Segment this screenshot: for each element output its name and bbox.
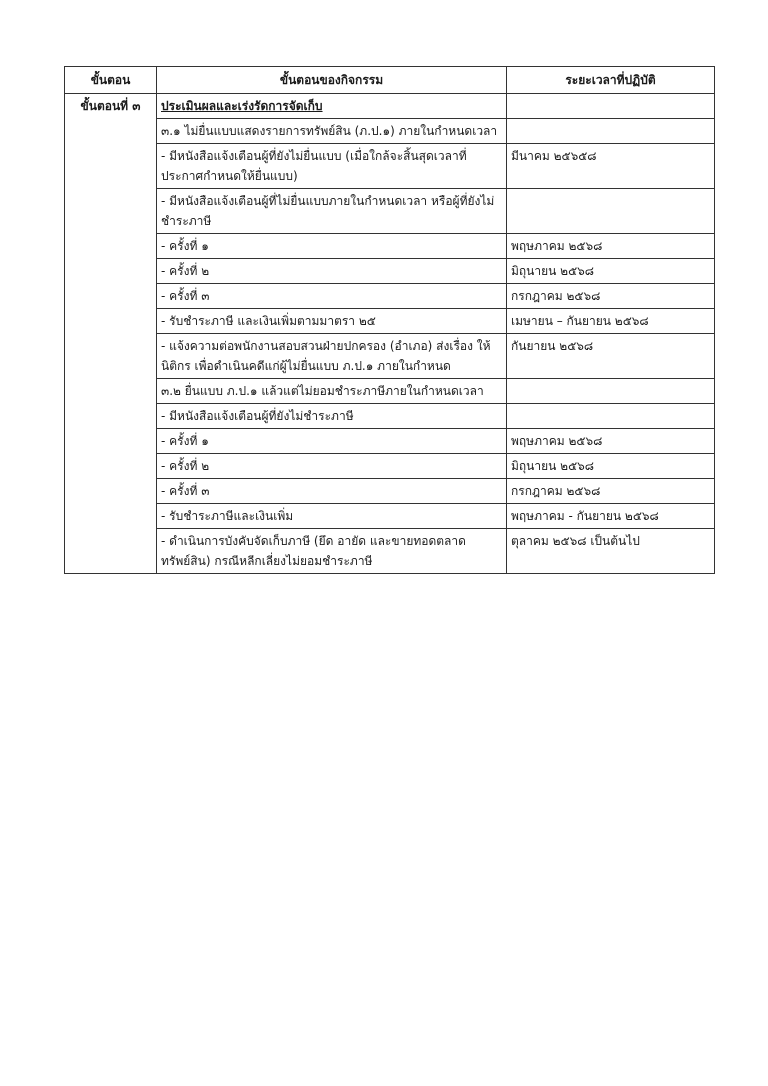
period-cell: กันยายน ๒๕๖๘: [507, 334, 715, 379]
table-row: [65, 379, 715, 404]
period-cell: พฤษภาคม ๒๕๖๘: [507, 234, 715, 259]
table-row: [65, 334, 715, 379]
period-cell: [507, 119, 715, 144]
table-row: [65, 189, 715, 234]
table-row: [65, 504, 715, 529]
step-label: ขั้นตอนที่ ๓: [65, 94, 157, 574]
table-row: [65, 119, 715, 144]
activity-cell: - มีหนังสือแจ้งเตือนผู้ที่ยังไม่ยื่นแบบ (เมื่อใกล้จะสิ้นสุดเวลาที่ ประกาศกำหนดให้ยื่นแบบ): [157, 144, 507, 189]
table-row: [65, 479, 715, 504]
activity-cell: ๓.๑ ไม่ยื่นแบบแสดงรายการทรัพย์สิน (ภ.ป.๑) ภายในกำหนดเวลา: [157, 119, 507, 144]
table-row: [65, 284, 715, 309]
table-row: [65, 144, 715, 189]
period-cell: กรกฎาคม ๒๕๖๘: [507, 479, 715, 504]
activity-cell: - มีหนังสือแจ้งเตือนผู้ที่ไม่ยื่นแบบภายในกำหนดเวลา หรือผู้ที่ยังไม่ชำระภาษี: [157, 189, 507, 234]
header-step: ขั้นตอน: [65, 67, 157, 94]
period-cell: [507, 94, 715, 119]
period-cell: ตุลาคม ๒๕๖๘ เป็นต้นไป: [507, 529, 715, 574]
activity-schedule-table: [64, 66, 715, 574]
activity-cell: - แจ้งความต่อพนักงานสอบสวนฝ่ายปกครอง (อำเภอ) ส่งเรื่อง ให้นิติกร เพื่อดำเนินคดีแก่ผู้ไม่ยื่นแบบ ภ.ป.๑ ภายในกำหนด: [157, 334, 507, 379]
activity-cell: - รับชำระภาษีและเงินเพิ่ม: [157, 504, 507, 529]
period-cell: มิถุนายน ๒๕๖๘: [507, 454, 715, 479]
table-row: [65, 94, 715, 119]
table-row: [65, 234, 715, 259]
activity-cell: - ครั้งที่ ๒: [157, 259, 507, 284]
period-cell: มิถุนายน ๒๕๖๘: [507, 259, 715, 284]
activity-cell: - ดำเนินการบังคับจัดเก็บภาษี (ยึด อายัด และขายทอดตลาด ทรัพย์สิน) กรณีหลีกเลี่ยงไม่ยอมชำระภาษี: [157, 529, 507, 574]
period-cell: [507, 404, 715, 429]
table-row: [65, 404, 715, 429]
section-title: ประเมินผลและเร่งรัดการจัดเก็บ: [161, 99, 323, 113]
period-cell: มีนาคม ๒๕๖๕๘: [507, 144, 715, 189]
period-cell: พฤษภาคม ๒๕๖๘: [507, 429, 715, 454]
period-cell: [507, 189, 715, 234]
activity-cell: - มีหนังสือแจ้งเตือนผู้ที่ยังไม่ชำระภาษี: [157, 404, 507, 429]
activity-cell: ๓.๒ ยื่นแบบ ภ.ป.๑ แล้วแต่ไม่ยอมชำระภาษีภายในกำหนดเวลา: [157, 379, 507, 404]
activity-cell: - ครั้งที่ ๑: [157, 429, 507, 454]
activity-cell: - ครั้งที่ ๒: [157, 454, 507, 479]
period-cell: พฤษภาคม - กันยายน ๒๕๖๘: [507, 504, 715, 529]
table-header-row: [65, 67, 715, 94]
table-row: [65, 309, 715, 334]
period-cell: เมษายน – กันยายน ๒๕๖๘: [507, 309, 715, 334]
table-row: [65, 529, 715, 574]
period-cell: [507, 379, 715, 404]
table-row: [65, 429, 715, 454]
activity-cell: - ครั้งที่ ๓: [157, 284, 507, 309]
table-row: [65, 454, 715, 479]
activity-cell: - ครั้งที่ ๓: [157, 479, 507, 504]
activity-cell: - ครั้งที่ ๑: [157, 234, 507, 259]
period-cell: กรกฎาคม ๒๕๖๘: [507, 284, 715, 309]
header-activity: ขั้นตอนของกิจกรรม: [157, 67, 507, 94]
header-period: ระยะเวลาที่ปฏิบัติ: [507, 67, 715, 94]
table-row: [65, 259, 715, 284]
activity-cell: [157, 94, 507, 119]
activity-cell: - รับชำระภาษี และเงินเพิ่มตามมาตรา ๒๕: [157, 309, 507, 334]
